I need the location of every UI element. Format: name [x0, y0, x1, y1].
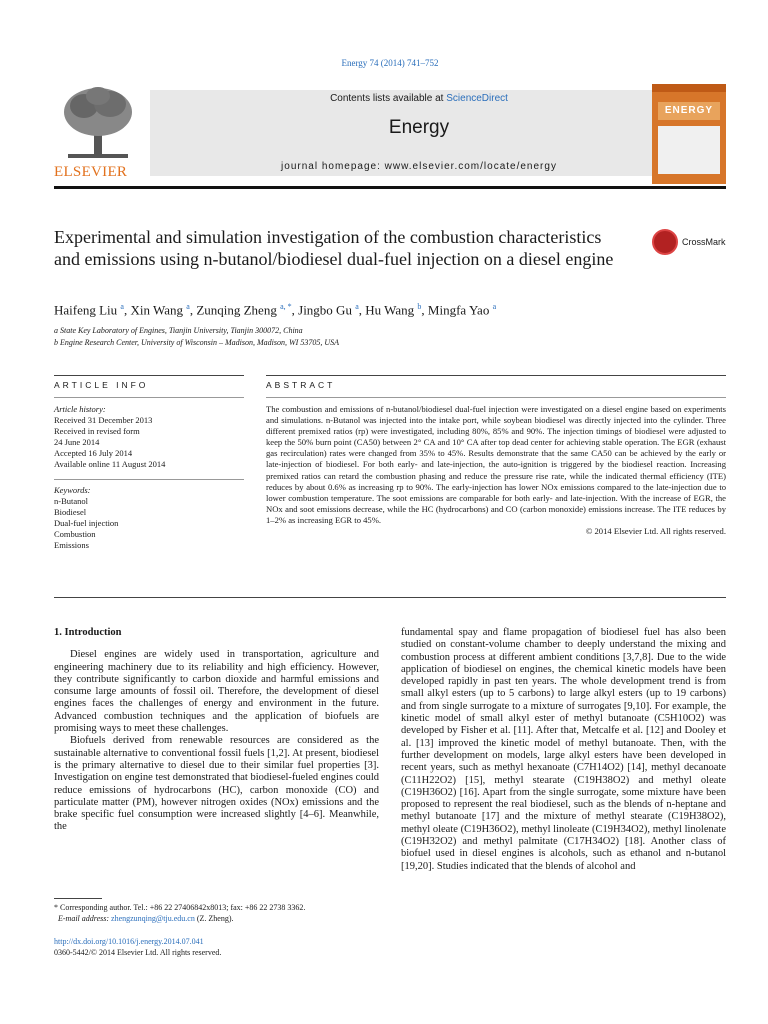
contents-prefix: Contents lists available at	[330, 93, 447, 104]
email-label: E-mail address:	[58, 914, 112, 923]
keyword: n-Butanol	[54, 496, 88, 506]
author-name: Zunqing Zheng	[196, 302, 277, 318]
history-item: Received in revised form	[54, 426, 140, 436]
footnote-rule	[54, 898, 102, 899]
body-paragraph: Biofuels derived from renewable resources are considered as the sustainable alternative to conventional fossil fuels [1,2]. At present, biodiesel is the primary alternative to diesel due to their similar fuel properties [3]. Investigation on engine test demonstrated that biodiesel-fueled engines could reduce emissions of hydrocarbons (HC), carbon monoxide (CO) and particulate matter (PM), however nitrogen oxides (NOx) emissions and the brake specific fuel consumption were increased slightly [4–6]. Meanwhile, the	[54, 735, 379, 833]
author-affiliation-link[interactable]: b	[417, 302, 422, 311]
journal-cover-thumbnail[interactable]	[652, 84, 726, 184]
doi-link[interactable]: http://dx.doi.org/10.1016/j.energy.2014.07.041	[54, 937, 204, 946]
author-affiliation-link[interactable]: a	[120, 302, 124, 311]
keywords-rule	[54, 479, 244, 480]
contents-line	[150, 93, 688, 104]
cover-band	[652, 84, 726, 92]
article-info-heading: ARTICLE INFO	[54, 380, 149, 390]
abstract-copyright: © 2014 Elsevier Ltd. All rights reserved.	[585, 526, 726, 537]
affiliation-a: a State Key Laboratory of Engines, Tianjin University, Tianjin 300072, China	[54, 326, 303, 335]
keyword: Emissions	[54, 540, 89, 550]
front-matter-rule	[54, 597, 726, 598]
author-list: Haifeng Liu $^a$, Xin Wang $^a$, Zunqing Zheng $^{a, *}$, Jingbo Gu $^a$, Hu Wang $^b$, Mingfa Yao $^a$	[54, 302, 497, 318]
elsevier-wordmark: ELSEVIER	[54, 164, 128, 180]
author-affiliation-link[interactable]: a	[186, 302, 190, 311]
section-heading-introduction: 1. Introduction	[54, 627, 122, 638]
journal-name: Energy	[388, 117, 450, 138]
author-affiliation-link[interactable]: a	[492, 302, 497, 311]
keywords-label: Keywords:	[54, 485, 91, 495]
sciencedirect-link[interactable]: ScienceDirect	[446, 93, 508, 104]
article-history	[54, 404, 244, 470]
journal-masthead	[54, 84, 726, 188]
history-item: Available online 11 August 2014	[54, 459, 166, 469]
abstract-text: The combustion and emissions of n-butanol/biodiesel dual-fuel injection were investigated on a diesel engine based on experiments and simulations. n-Butanol was injected into the intake port, while soybean biodiesel was directly injected into the cylinder. Three different premixed ratios (rp) were investigated, including 80%, 85% and 90%. The injection timings of biodiesel were adjusted to keep the 50% burn point (CA50) between 2° CA and 10° CA after top dead center for achieving stable operation. The EGR (exhaust gas recirculation) rates were changed from 35% to 45%. Results demonstrate that the same CA50 can be achieved by the early or late-injection of biodiesel. For both early- and late-injection, the auto-ignition is triggered by the biodiesel reaction. Increasing premixed ratios can retard the combustion phasing and reduce the pressure rise rate, while the indicated thermal efficiency (ITE) reduces by about 0.6% as increasing rp to 90%. The early-injection has lower NOx emissions compared to the late-injection due to lower combustion temperature. The soot emissions are comparable for both early- and late-injection. With the increase of EGR, the NOx and soot emissions decrease, while the HC (hydrocarbons) and CO (carbon monoxide) emissions increase. The ITE reduces by 1–2% as increasing EGR to 45%.	[266, 404, 726, 525]
footnotes	[54, 902, 384, 924]
crossmark-icon	[652, 229, 678, 255]
body-paragraph: fundamental spay and flame propagation of biodiesel fuel has also been studied on constant-volume chamber to deeply understand the mixing and combustion process at different ambient conditions [3,7,8]. Due to the wide application of biodiesel on engines, the chemical kinetic models have been developed rapidly in past ten years. The whole development trend is from small alkyl esters (up to 5 carbons) to large alkyl esters (up to 19 carbons) and from single surrogate to a mixture of surrogates [9,10]. For example, the kinetic model of small alkyl ester of methyl butanoate (C5H10O2) was developed by Fisher et al. [11]. After that, Metcalfe et al. [12] and Dooley et al. [13] improved the kinetic model of methyl butanoate. Then, with the further development on models, large alkyl esters have been developed in recent years, such as methyl hexanoate (C7H14O2) [14], methyl decanoate (C11H22O2) [15], methyl stearate (C19H38O2) and methyl oleate (C19H36O2) [16]. Apart from the single surrogate, some mixture have been proposed to represent the real biodiesel, such as the blends of n-heptane and methyl butanoate [17] and the mixture of methyl stearate (C19H38O2), methyl oleate (C19H36O2), methyl linoleate (C19H34O2), methyl linolenate (C19H32O2) and methyl palmitate (C17H34O2) [18]. Another class of biofuel used in diesel engines is alcohols, such as ethanol and n-butanol [19,20]. Studies indicated that the blends of alcohol and	[401, 627, 726, 872]
masthead-rule	[54, 186, 726, 189]
article-info-subrule	[54, 397, 244, 398]
article-title: Experimental and simulation investigation of the combustion characteristics and emissions using n-butanol/biodiesel dual-fuel injection on a diesel engine	[54, 227, 614, 269]
cover-title: ENERGY	[658, 102, 720, 120]
email-suffix: (Z. Zheng).	[194, 914, 234, 923]
elsevier-logo[interactable]	[54, 84, 144, 182]
crossmark-badge[interactable]	[652, 229, 732, 259]
masthead-banner	[150, 90, 688, 176]
abstract-rule	[266, 375, 726, 376]
article-info-rule	[54, 375, 244, 376]
author-affiliation-link[interactable]: a, *	[280, 302, 292, 311]
body-paragraph: Diesel engines are widely used in transportation, agriculture and engineering machinery due to its reliability and high efficiency. However, they contribute significantly to carbon dioxide and harmful emissions and consume large amounts of fossil oil. Therefore, the development of diesel engines faces the challenges of energy and environment in the future. Advanced combustion techniques and the application of biofuels are promising ways to meet these challenges.	[54, 649, 379, 735]
author-affiliation-link[interactable]: a	[355, 302, 359, 311]
cover-body	[658, 126, 720, 174]
elsevier-tree-icon	[58, 84, 138, 164]
history-item: Received 31 December 2013	[54, 415, 153, 425]
history-item: Accepted 16 July 2014	[54, 448, 133, 458]
author-name: Xin Wang	[130, 302, 183, 318]
abstract-heading: ABSTRACT	[266, 380, 336, 390]
author-name: Jingbo Gu	[298, 302, 352, 318]
keyword: Biodiesel	[54, 507, 87, 517]
journal-citation[interactable]: Energy 74 (2014) 741–752	[341, 58, 439, 68]
doi-block	[54, 937, 384, 958]
keywords	[54, 485, 244, 551]
affiliation-b: b Engine Research Center, University of Wisconsin – Madison, Madison, WI 53705, USA	[54, 338, 339, 347]
journal-homepage[interactable]: journal homepage: www.elsevier.com/locate/energy	[281, 161, 557, 172]
author-name: Haifeng Liu	[54, 302, 118, 318]
abstract-subrule	[266, 397, 726, 398]
author-name: Hu Wang	[365, 302, 415, 318]
keyword: Combustion	[54, 529, 96, 539]
author-name: Mingfa Yao	[427, 302, 490, 318]
keyword: Dual-fuel injection	[54, 518, 119, 528]
crossmark-label: CrossMark	[682, 237, 726, 247]
corresponding-author-note: * Corresponding author. Tel.: +86 22 27406842x8013; fax: +86 22 2738 3362.	[54, 903, 306, 912]
abstract-body	[266, 404, 726, 537]
body-column-left	[54, 627, 379, 834]
email-note	[54, 913, 384, 924]
body-column-right	[401, 627, 726, 873]
email-link[interactable]: zhengzunqing@tju.edu.cn	[111, 914, 195, 923]
issn-copyright: 0360-5442/© 2014 Elsevier Ltd. All rights reserved.	[54, 947, 222, 957]
history-label: Article history:	[54, 404, 106, 414]
history-item: 24 June 2014	[54, 437, 100, 447]
